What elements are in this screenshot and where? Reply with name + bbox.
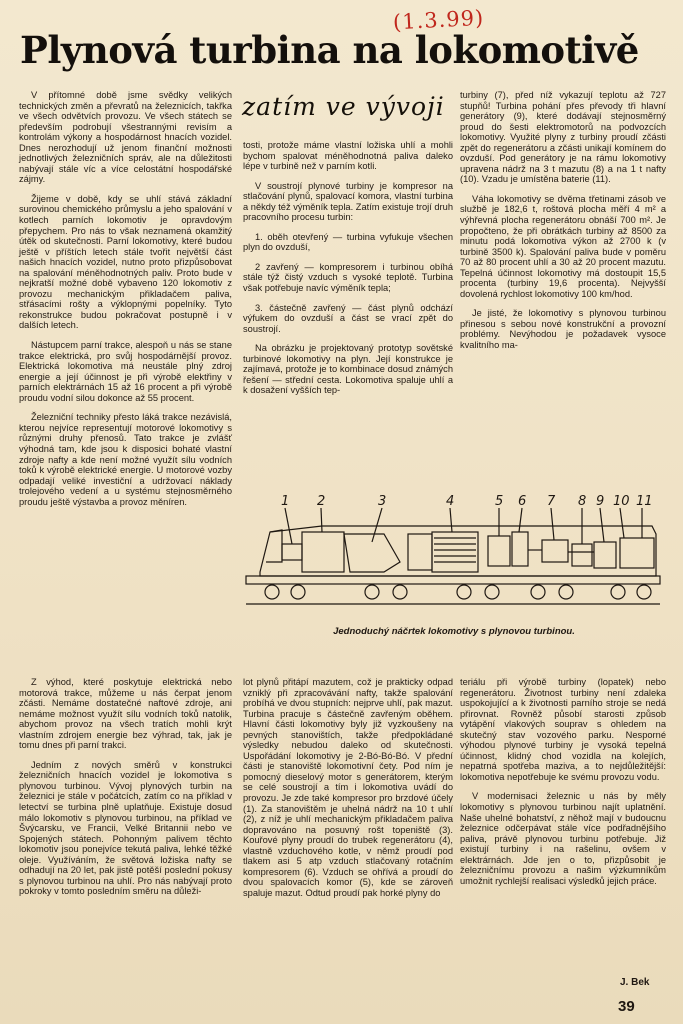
article-subtitle: zatím ve vývoji <box>242 92 445 121</box>
firebox <box>344 534 400 572</box>
diagram-caption: Jednoduchý náčrtek lokomotivy s plynovou turbinou. <box>333 626 575 637</box>
column-1-top <box>19 90 232 516</box>
bogie-middle <box>365 585 499 599</box>
bogie-rear <box>531 585 651 599</box>
paragraph: 3. částečně zavřený — část plynů odchází výfukem do ovzduší a část se vrací zpět do soustrojí. <box>243 302 453 334</box>
diagram-label: 5 <box>495 494 504 509</box>
burner-block <box>408 534 432 570</box>
paragraph: Na obrázku je projektovaný prototyp sovětské turbinové lokomotivy na plyn. Její konstrukce je zajímavá, protože je to kombinace dosud známých řešení — střední cesta. Lokomotiva spaluje uhlí a k dosažení vyšších tep- <box>243 343 453 396</box>
paragraph: Nástupcem parní trakce, alespoň u nás se stane trakce elektrická, pro svůj hospodárnější provoz. Elektrická lokomotiva má neustále plný zdroj energie a její účinnost je při výrobě elektřiny v parních elektrárnách 15 až 16 procent a při výrobě proudu vodní silou dokonce až 55 procent. <box>19 340 232 403</box>
locomotive-diagram <box>242 492 666 620</box>
diagram-label: 10 <box>613 494 630 509</box>
mazut-tank <box>572 544 592 566</box>
turbine <box>542 540 568 562</box>
diagram-label: 2 <box>317 494 326 509</box>
paragraph: V soustrojí plynové turbiny je kompresor na stlačování plynů, spalovací komora, vlastní turbina a někdy též výměník tepla. Zatím existuje trojí druh pracovního procesu turbin: <box>243 180 453 223</box>
paragraph: tosti, protože máme vlastní ložiska uhlí a mohli bychom spalovat méněhodnotná paliva daleko lépe v turbině než v parním kotli. <box>243 140 453 172</box>
generator <box>594 542 616 568</box>
locomotive-frame <box>246 576 660 584</box>
column-3-top <box>460 90 666 360</box>
aux-engine <box>282 544 302 560</box>
diagram-label: 9 <box>596 494 605 509</box>
diagram-label: 3 <box>378 494 387 509</box>
paragraph: Jedním z nových směrů v konstrukci železničních hnacích vozidel je lokomotiva s plynovou turbinou. Vývoj plynových turbin na železnici je stále v počátcích, zatím co na příklad v letectví se turbina plně uplatňuje. Existuje dosud málo lokomotiv s plynovou turbinou, na příklad ve Švýcarsku, ve Francii, Velké Britannii nebo ve Spojených státech. Pohonným palivem těchto lokomotiv jsou ponejvíce tekutá paliva, lehké těžké oleje. Využíváním, že světová ložiska nafty se odhadují na 20 let, pak jistě potěší poslední pokusy s plynovou turbinou na uhlí. Pro nás nabývají proto pokroky v tomto posledním směru na důleži- <box>19 759 232 897</box>
column-3-bottom <box>460 677 666 895</box>
paragraph: Z výhod, které poskytuje elektrická nebo motorová trakce, můžeme u nás čerpat jenom zčásti. Nemáme dostatečné naftové zdroje, ani nemáme možnost využít sílu vodních toků natolik, abychom provoz na všech tratích mohli krýt vlastním zdrojem energie bez výhrad, tak, jak je tomu dnes při parní trakci. <box>19 677 232 751</box>
paragraph: Žijeme v době, kdy se uhlí stává základní surovinou chemického průmyslu a jeho spalování v kotlech parních lokomotiv je opravdovým přepychem. Pro nás to však neznamená okamžitý útěk od skutečnosti. Parní lokomotivy, které budou ještě v příštích letech stále tvořit největší část našich hnacích vozidel, nutno proto přizpůsobovat na spalování méněhodnotných paliv. Proto bude v nejkratší možné době vybaveno 120 lokomotiv z provozu mechanickým přikladačem paliva, střásacími rošty a výklopnými popelníky. Tyto rekonstrukce budou pokračovat postupně i v dalších letech. <box>19 193 232 331</box>
paragraph: Váha lokomotivy se dvěma třetinami zásob ve službě je 182,6 t, roštová plocha měří 4 m² a výhřevná plocha regenerátoru obnáší 700 m². Je propočteno, že při obrátkách turbiny až 8500 za minutu podá lokomotiva výkon až 2700 k (v turbině 3500 k). Spalování paliva bude v poměru 70 až 80 procent uhlí a 30 až 20 procent mazutu. Tepelná účinnost lokomotivy má dostoupit 15,5 procenta (turbiny 19,6 procenta). Nejvyšší dovolená rychlost lokomotivy 100 km/hod. <box>460 193 666 299</box>
column-2-top <box>243 140 453 405</box>
diagram-label: 7 <box>547 494 556 509</box>
diagram-label: 1 <box>281 494 290 509</box>
paragraph: Železniční techniky přesto láká trakce nezávislá, kterou nejvíce representují motorové lokomotivy s různými druhy přenosů. Tato trakce je zvlášť výhodná tam, kde jsou k disposici bohaté vlastní zdroje nafty a kde není možné využít sílu vodních toků k výrobě elektrické energie. U motorové vozby odpadají veliké investiční a udržovací náklady trolejového vedení a u systému stejnosměrného proudu ještě výstavba a provoz měníren. <box>19 412 232 507</box>
paragraph: 1. oběh otevřený — turbina vyfukuje všechen plyn do ovzduší, <box>243 231 453 253</box>
bogie-front <box>265 585 305 599</box>
coal-bunker <box>302 532 344 572</box>
paragraph: lot plynů přitápí mazutem, což je prakticky odpad vzniklý při zpracovávání nafty, takže spalování probíhá ve dvou stupních: nejprve uhlí, pak mazut. Turbina pracuje s částečně zavřeným oběhem. Hlavní části lokomotivy byly již vyzkoušeny na pevných stanovištích, takže předpokládané výsledky nebudou daleko od skutečnosti. Uspořádání lokomotivy je 2-Bó-Bó-Bó. V přední části je stanoviště lokomotivní čety. Pod ním je pomocný dieselový motor s generátorem, kterým se celé soustrojí a tím i lokomotiva uvádí do provozu. Je zde také kompresor pro brzdové účely (1). Za stanovištěm je uhelná nádrž na 10 t uhlí (2), z níž je uhlí mechanickým přikladačem paliva dopravováno na posuvný rošt topeniště (3). Kouřové plyny proudí do trubek regenerátoru (4), vlastně vzduchového kotle, v němž proudí pod tlakem asi 5 atp vzduch stlačovaný rotačním kompresorem (6). Vzduch se ohřívá a proudí do dvou spalovacích komor (5), kde se zároveň spaluje mazut. Odtud proudí pak horké plyny do <box>243 677 453 898</box>
paragraph: Je jisté, že lokomotivy s plynovou turbinou přinesou s sebou nové konstrukční a provozní problémy. Nevýhodou je požadavek vysoce kvalitního ma- <box>460 308 666 351</box>
paragraph: teriálu při výrobě turbiny (lopatek) nebo regenerátoru. Životnost turbiny není zdaleka uspokojující a k životnosti parního stroje se nedá přirovnat. Rovněž působí starosti způsob vytápění vlakových souprav s ohledem na skutečný stav vozového parku. Nesporné výhodou plynové turbiny je vysoká tepelná účinnost, klidný chod vozidla na kolejích, nepatrná spotřeba maziva, a to nejdůležitější: lokomotiva nepotřebuje ke svému provozu vodu. <box>460 677 666 782</box>
author-signature: J. Bek <box>620 977 650 988</box>
paragraph: 2 zavřený — kompresorem i turbinou obíhá stále týž čistý vzduch s vysoké teplotě. Turbina však potřebuje navíc výměník tepla; <box>243 261 453 294</box>
diagram-label: 11 <box>636 494 653 509</box>
handwritten-date-note: (1.3.99) <box>392 5 485 35</box>
battery-box <box>620 538 654 568</box>
regenerator-tubes <box>434 538 476 562</box>
paragraph: V modernisaci železnic u nás by měly lokomotivy s plynovou turbinou najít uplatnění. Naše uhelné bohatství, z něhož mají v budoucnu železnice odčerpávat stále více podřadnějšího paliva, právě plynovou turbinu potřebuje. Již existují turbiny i na rašelinu, ovšem v elektrárnách. Jde jen o to, přizpůsobit je železničnímu provozu a našim výzkumníkům umožnit rychlejší realisaci výsledků jejich práce. <box>460 791 666 886</box>
combustion-chamber <box>488 536 510 566</box>
diagram-label: 4 <box>446 494 455 509</box>
article-title: Plynová turbina na lokomotivě <box>20 28 639 72</box>
diagram-label: 8 <box>578 494 587 509</box>
paragraph: turbiny (7), před níž vykazují teplotu až 727 stupňů! Turbina pohání přes převody tři hlavní generátory (9), které dodávají stejnosměrný proud do šesti elektromotorů na podvozcích lokomotivy. Využité plyny z turbiny proudí zčásti zpět do regenerátoru a zčásti unikají komínem do ovzduší. Pod generátory je na rámu lokomotivy upravena nádrž na 3 t mazutu (8) a na 1 t nafty (10). Vzadu je umístěna baterie (11). <box>460 90 666 185</box>
compressor <box>512 532 528 566</box>
diagram-label: 6 <box>518 494 527 509</box>
column-2-bottom <box>243 677 453 907</box>
cab <box>266 530 282 562</box>
page-number: 39 <box>618 998 635 1015</box>
paragraph: V přítomné době jsme svědky velikých technických změn a převratů na železnicích, takřka ve všech odvětvích provozu. Ve všech státech se především podrobují všestrannými revisím a kontrolám výkony a hospodárnost hnacích vozidel. Dnes nerozhodují už jenom finanční možnosti jednotlivých železničních správ, ale na důležitosti nabývají stále víc a více celostátní hospodářské zájmy. <box>19 90 232 185</box>
column-1-bottom <box>19 677 232 906</box>
